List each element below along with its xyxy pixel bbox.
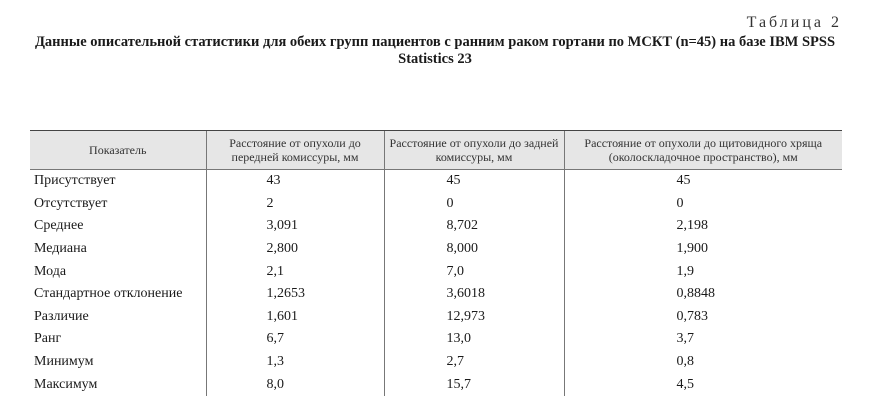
- statistics-table: [30, 130, 842, 396]
- row-label: Мода: [34, 263, 67, 279]
- value-cell: 13,0: [384, 328, 564, 351]
- table-row: [30, 215, 842, 238]
- table-caption: Данные описательной статистики для обеих групп пациентов с ранним раком гортани по МСКТ (n=45) на базе IBM SPSS Statistics 23: [34, 34, 836, 67]
- value-cell: 3,091: [206, 215, 384, 238]
- value-cell: 2: [206, 193, 384, 216]
- value-cell: 12,973: [384, 306, 564, 329]
- value-cell: 0,8: [564, 351, 842, 374]
- value-cell: 4,5: [564, 373, 842, 396]
- value-cell: 0,783: [564, 306, 842, 329]
- table-row: [30, 283, 842, 306]
- row-label: Медиана: [34, 241, 87, 257]
- header-cell-indicator: Показатель: [30, 131, 206, 170]
- row-label: Максимум: [34, 376, 98, 392]
- value-cell: 45: [564, 170, 842, 193]
- row-label: Отсутствует: [34, 195, 108, 211]
- value-cell: 1,3: [206, 351, 384, 374]
- value-cell: 7,0: [384, 260, 564, 283]
- table-row: [30, 193, 842, 216]
- header-cell-posterior-commissure: Расстояние от опухоли до задней комиссуры, мм: [384, 131, 564, 170]
- header-cell-thyroid-cartilage: Расстояние от опухоли до щитовидного хряща (околоскладочное пространство), мм: [564, 131, 842, 170]
- table-row: [30, 260, 842, 283]
- value-cell: 0: [384, 193, 564, 216]
- table-row: [30, 328, 842, 351]
- row-label: Стандартное отклонение: [34, 286, 183, 302]
- row-label: Присутствует: [34, 173, 116, 189]
- table-row: [30, 170, 842, 193]
- table-number: Таблица 2: [746, 14, 842, 31]
- value-cell: 3,7: [564, 328, 842, 351]
- value-cell: 2,800: [206, 238, 384, 261]
- row-label: Минимум: [34, 354, 94, 370]
- value-cell: 0,8848: [564, 283, 842, 306]
- header-cell-anterior-commissure: Расстояние от опухоли до передней комиссуры, мм: [206, 131, 384, 170]
- row-label: Ранг: [34, 331, 62, 347]
- row-label: Среднее: [34, 218, 84, 234]
- header-row: [30, 131, 842, 170]
- value-cell: 43: [206, 170, 384, 193]
- value-cell: 0: [564, 193, 842, 216]
- value-cell: 1,900: [564, 238, 842, 261]
- value-cell: 8,000: [384, 238, 564, 261]
- value-cell: 1,9: [564, 260, 842, 283]
- value-cell: 6,7: [206, 328, 384, 351]
- value-cell: 8,702: [384, 215, 564, 238]
- table-row: [30, 306, 842, 329]
- value-cell: 15,7: [384, 373, 564, 396]
- value-cell: 2,198: [564, 215, 842, 238]
- value-cell: 3,6018: [384, 283, 564, 306]
- table-row: [30, 238, 842, 261]
- table-row: [30, 373, 842, 396]
- row-label: Различие: [34, 308, 89, 324]
- value-cell: 2,1: [206, 260, 384, 283]
- value-cell: 2,7: [384, 351, 564, 374]
- value-cell: 1,2653: [206, 283, 384, 306]
- value-cell: 1,601: [206, 306, 384, 329]
- value-cell: 45: [384, 170, 564, 193]
- value-cell: 8,0: [206, 373, 384, 396]
- table-row: [30, 351, 842, 374]
